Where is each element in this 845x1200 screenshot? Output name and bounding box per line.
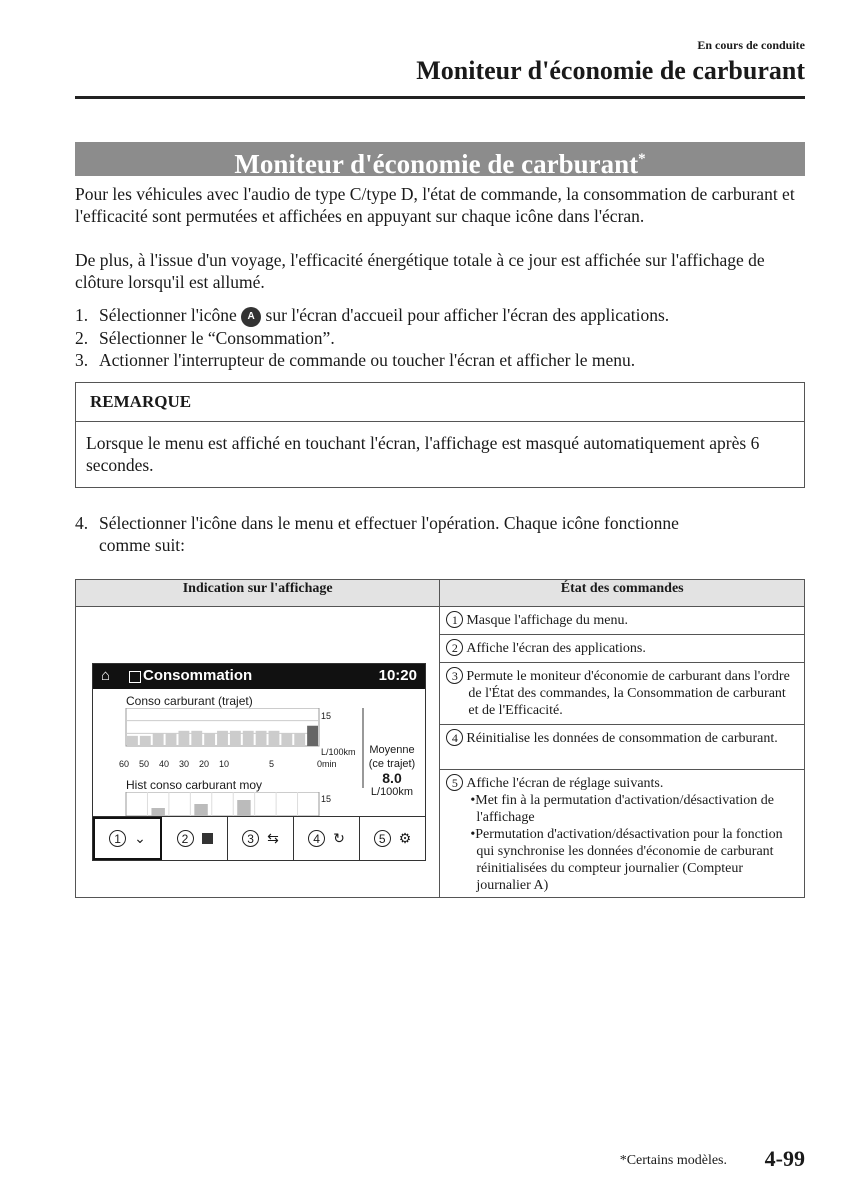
bar	[294, 733, 305, 746]
tick-label: 50	[139, 759, 150, 769]
apps-icon	[129, 671, 141, 683]
refresh-icon: ↻	[333, 830, 345, 846]
chart1-ymax: 15	[321, 711, 332, 721]
apps-icon: A	[241, 307, 261, 327]
apps-icon	[202, 833, 213, 844]
header-title: Moniteur d'économie de carburant	[416, 56, 805, 85]
tick-label: 10	[219, 759, 230, 769]
average-history-chart	[93, 792, 425, 818]
reset-button[interactable]	[294, 817, 360, 860]
step-3	[75, 349, 805, 371]
bar	[194, 804, 207, 816]
gear-icon: ⚙	[398, 830, 412, 846]
command-text: Réinitialise les données de consommation de carburant.	[466, 731, 778, 746]
chart1-xzero: 0min	[317, 759, 337, 769]
command-subitem: •Met fin à la permutation d'activation/désactivation de l'affichage	[470, 793, 775, 825]
bar	[140, 736, 151, 746]
tick-label: 5	[269, 759, 275, 769]
avg-value: 8.0	[382, 770, 402, 786]
tick-label: 20	[199, 759, 210, 769]
bar	[217, 731, 228, 746]
intro-paragraph-2: De plus, à l'issue d'un voyage, l'efficacité énergétique totale à ce jour est affichée sur l'affichage de clôture lorsqu'il est allumé.	[75, 250, 765, 292]
apps-button[interactable]	[162, 817, 228, 860]
menu-number: 1	[109, 830, 126, 847]
bar	[191, 731, 202, 746]
tick-label: 40	[159, 759, 170, 769]
menu-number: 4	[308, 830, 325, 847]
bar	[178, 731, 189, 746]
command-text: Masque l'affichage du menu.	[466, 613, 629, 628]
settings-button[interactable]	[360, 817, 425, 860]
note-heading: REMARQUE	[76, 383, 804, 422]
screen-header	[93, 664, 425, 689]
table-header-display: Indication sur l'affichage	[76, 580, 440, 607]
note-text: Lorsque le menu est affiché en touchant l'écran, l'affichage est masqué automatiquement après 6 secondes.	[86, 433, 760, 475]
bar	[307, 726, 318, 746]
table-header-commands: État des commandes	[440, 580, 805, 607]
command-text: Permute le moniteur d'économie de carburant dans l'ordre de l'État des commandes, la Consommation de carburant et de l'Efficacité.	[466, 669, 790, 718]
row-number: 3	[446, 667, 463, 684]
step-number: 3.	[75, 350, 89, 370]
command-row	[440, 635, 805, 663]
hide-menu-button[interactable]	[93, 817, 162, 860]
row-number: 4	[446, 729, 463, 746]
banner-footnote-mark: *	[638, 151, 646, 167]
step-text: Sélectionner le “Consommation”.	[99, 328, 335, 348]
step-2	[75, 327, 805, 349]
header-rule	[75, 96, 805, 99]
consumption-screen	[92, 663, 426, 861]
row-number: 2	[446, 639, 463, 656]
command-text: Affiche l'écran de réglage suivants.	[466, 776, 664, 791]
chart1-label: Conso carburant (trajet)	[126, 694, 253, 708]
bar	[153, 733, 164, 746]
step-text-cont: comme suit:	[99, 535, 186, 555]
section-banner	[75, 142, 805, 179]
avg-label1: Moyenne	[369, 744, 415, 756]
command-row	[440, 607, 805, 635]
screen-menu	[93, 816, 425, 860]
avg-unit: L/100km	[370, 786, 414, 798]
step-number: 1.	[75, 305, 89, 325]
section-label: En cours de conduite	[697, 38, 805, 52]
menu-number: 5	[374, 830, 391, 847]
bar	[151, 808, 164, 816]
step-number: 4.	[75, 513, 89, 533]
bar	[204, 733, 215, 746]
screen-title: Consommation	[143, 667, 253, 684]
intro-paragraph-1: Pour les véhicules avec l'audio de type C/type D, l'état de commande, la consommation de carburant et l'efficacité sont permutées et affichées en appuyant sur chaque icône dans l'écran.	[75, 184, 795, 226]
page-number: 4-99	[764, 1146, 805, 1171]
screen-clock: 10:20	[378, 667, 417, 684]
row-number: 1	[446, 611, 463, 628]
switch-button[interactable]	[228, 817, 294, 860]
home-icon: ⌂	[101, 667, 111, 684]
bar	[243, 731, 254, 746]
command-row	[440, 725, 805, 770]
step-text: Actionner l'interrupteur de commande ou toucher l'écran et afficher le menu.	[99, 350, 636, 370]
note-box	[75, 382, 805, 488]
bar	[166, 733, 177, 746]
commands-table	[75, 579, 805, 898]
banner-title: Moniteur d'économie de carburant	[234, 149, 639, 179]
footnote: *Certains modèles.	[619, 1153, 727, 1168]
screen-cell	[76, 607, 440, 898]
row-number: 5	[446, 774, 463, 791]
step-text-b: sur l'écran d'accueil pour afficher l'écran des applications.	[265, 305, 670, 325]
menu-number: 2	[177, 830, 194, 847]
chart1-unit: L/100km	[321, 747, 356, 757]
command-row	[440, 663, 805, 725]
tick-label: 30	[179, 759, 190, 769]
bar	[256, 731, 267, 746]
tick-label: 60	[119, 759, 130, 769]
step-1	[75, 304, 805, 327]
chevron-down-icon: ⌄	[134, 830, 146, 846]
chart2-ymax: 15	[321, 794, 332, 804]
bar	[127, 736, 138, 746]
command-subitem: •Permutation d'activation/désactivation pour la fonction qui synchronise les données d'économie de carburant réinitialisées du compteur journalier (Compteur journalier A)	[470, 827, 783, 893]
bar	[269, 731, 280, 746]
step-text-a: Sélectionner l'icône	[99, 305, 237, 325]
command-row	[440, 770, 805, 898]
command-text: Affiche l'écran des applications.	[466, 641, 646, 656]
step-text: Sélectionner l'icône dans le menu et effectuer l'opération. Chaque icône fonctionne	[99, 513, 679, 533]
chart2-label: Hist conso carburant moy	[126, 778, 263, 792]
switch-icon: ⇆	[267, 830, 279, 846]
menu-number: 3	[242, 830, 259, 847]
bar	[230, 731, 241, 746]
bar	[237, 800, 250, 816]
bar	[281, 733, 292, 746]
step-number: 2.	[75, 328, 89, 348]
step-4	[75, 512, 805, 556]
avg-label2: (ce trajet)	[368, 758, 416, 770]
